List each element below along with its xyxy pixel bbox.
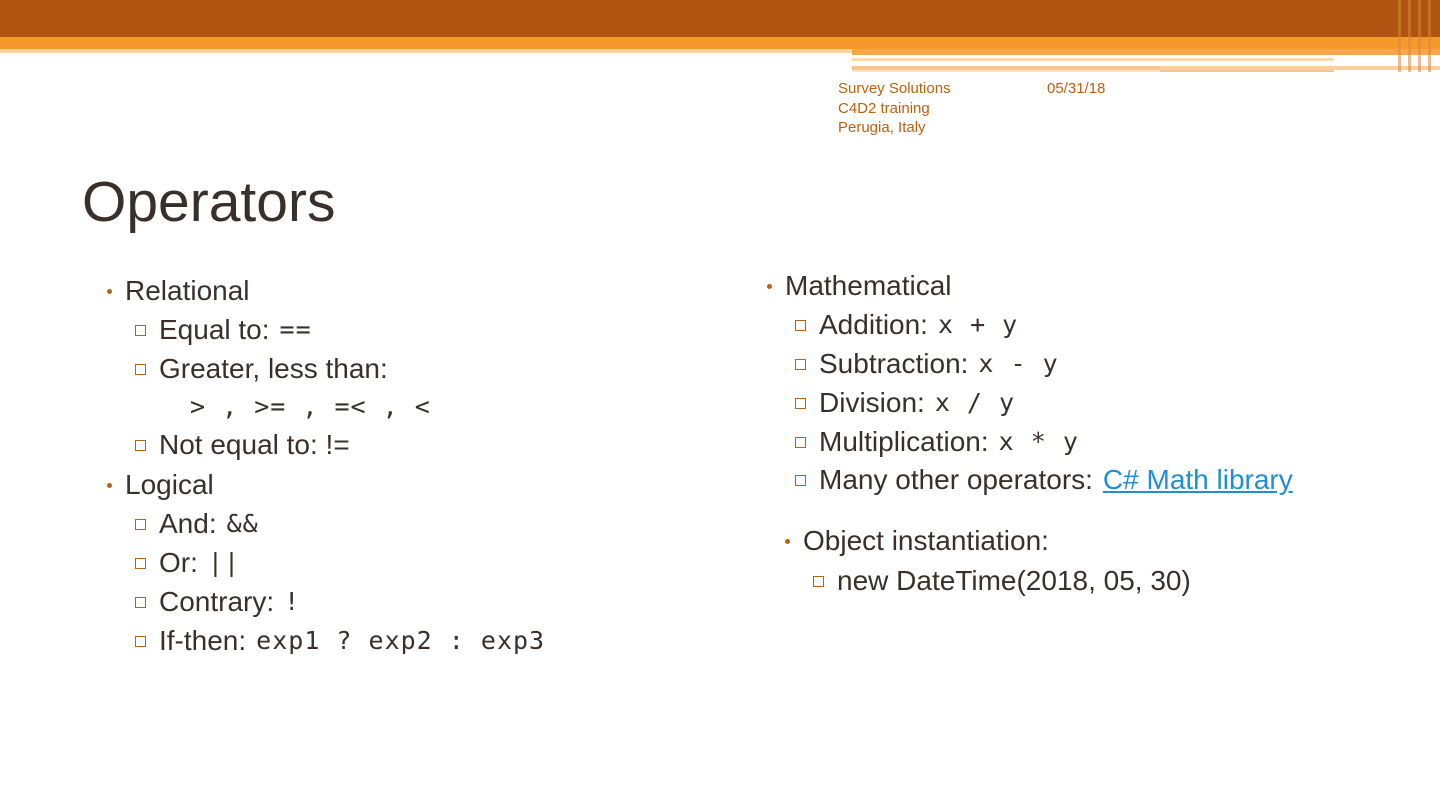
header-org-line: Survey Solutions (838, 80, 951, 97)
checkbox-bullet-icon (795, 475, 806, 486)
checkbox-bullet-icon (795, 359, 806, 370)
bullet-label: Object instantiation: (803, 525, 1049, 556)
header-band-orange (0, 37, 1440, 49)
header-org-line: Perugia, Italy (838, 119, 926, 136)
sub-bullet-label: new DateTime(2018, 05, 30) (837, 565, 1191, 596)
code-text: > , >= , =< , < (190, 392, 431, 421)
code-text: || (207, 548, 240, 577)
code-text: exp1 ? exp2 : exp3 (256, 626, 546, 655)
header-date: 05/31/18 (1047, 80, 1106, 97)
sub-bullet-label: If-then: (159, 625, 247, 656)
sub-bullet-label: Equal to: (159, 314, 270, 345)
sub-bullet-subtraction (795, 347, 1059, 381)
checkbox-bullet-icon (795, 437, 806, 448)
bullet-object-instantiation (785, 524, 1049, 558)
slide-title: Operators (82, 170, 336, 234)
bullet-logical (107, 468, 214, 502)
bullet-label: Logical (125, 469, 214, 500)
bullet-label: Mathematical (785, 270, 952, 301)
sub-bullet-label: Or: (159, 547, 198, 578)
bullet-relational (107, 274, 250, 308)
header-band-dark (0, 0, 1440, 37)
checkbox-bullet-icon (135, 636, 146, 647)
header-org-block (838, 79, 951, 138)
header-band-thin-4 (852, 70, 1160, 72)
sub-bullet-label: Addition: (819, 309, 928, 340)
sub-bullet-addition (795, 308, 1018, 342)
checkbox-bullet-icon (795, 320, 806, 331)
sub-bullet-datetime (813, 564, 1191, 598)
checkbox-bullet-icon (135, 364, 146, 375)
checkbox-bullet-icon (135, 519, 146, 530)
header-band-thin-1 (852, 58, 1334, 61)
sub-bullet-multiplication (795, 425, 1079, 459)
bullet-mathematical (767, 269, 952, 303)
sub-bullet-equal (135, 313, 312, 347)
sub-bullet-label: Multiplication: (819, 426, 989, 457)
code-text: && (226, 509, 259, 538)
bullet-dot (107, 483, 112, 488)
header-stripe (1408, 0, 1411, 72)
sub-bullet-label: Division: (819, 387, 925, 418)
checkbox-bullet-icon (135, 597, 146, 608)
checkbox-bullet-icon (813, 576, 824, 587)
code-text: x / y (934, 388, 1016, 417)
checkbox-bullet-icon (135, 325, 146, 336)
sub-bullet-label: And: (159, 508, 217, 539)
sub-bullet-notequal (135, 428, 350, 462)
sub-bullet-ifthen (135, 624, 545, 658)
sub-bullet-or (135, 546, 240, 580)
sub-bullet-division (795, 386, 1015, 420)
checkbox-bullet-icon (795, 398, 806, 409)
bullet-dot (767, 284, 772, 289)
sub-bullet-label: Many other operators: (819, 464, 1093, 495)
header-band-light-left (0, 49, 852, 53)
checkbox-bullet-icon (135, 440, 146, 451)
sub-bullet-label: Not equal to: != (159, 429, 350, 460)
bullet-label: Relational (125, 275, 250, 306)
greater-code-line (180, 390, 431, 424)
code-text: ! (284, 587, 301, 616)
code-text: == (279, 315, 312, 344)
code-text: x * y (998, 427, 1079, 456)
sub-bullet-label: Contrary: (159, 586, 275, 617)
sub-bullet-label: Greater, less than: (159, 353, 388, 384)
sub-bullet-other (795, 463, 1293, 497)
code-text: x - y (978, 349, 1059, 378)
sub-bullet-contrary (135, 585, 300, 619)
sub-bullet-label: Subtraction: (819, 348, 969, 379)
header-stripe (1418, 0, 1421, 72)
header-stripe (1428, 0, 1431, 72)
code-text: x + y (937, 310, 1019, 339)
header-org-line: C4D2 training (838, 99, 930, 117)
header-band-light-right (852, 49, 1440, 55)
math-library-link[interactable]: C# Math library (1102, 464, 1293, 495)
header-stripe (1398, 0, 1401, 72)
sub-bullet-greater (135, 352, 388, 386)
sub-bullet-and (135, 507, 259, 541)
bullet-dot (785, 539, 790, 544)
bullet-dot (107, 289, 112, 294)
checkbox-bullet-icon (135, 558, 146, 569)
